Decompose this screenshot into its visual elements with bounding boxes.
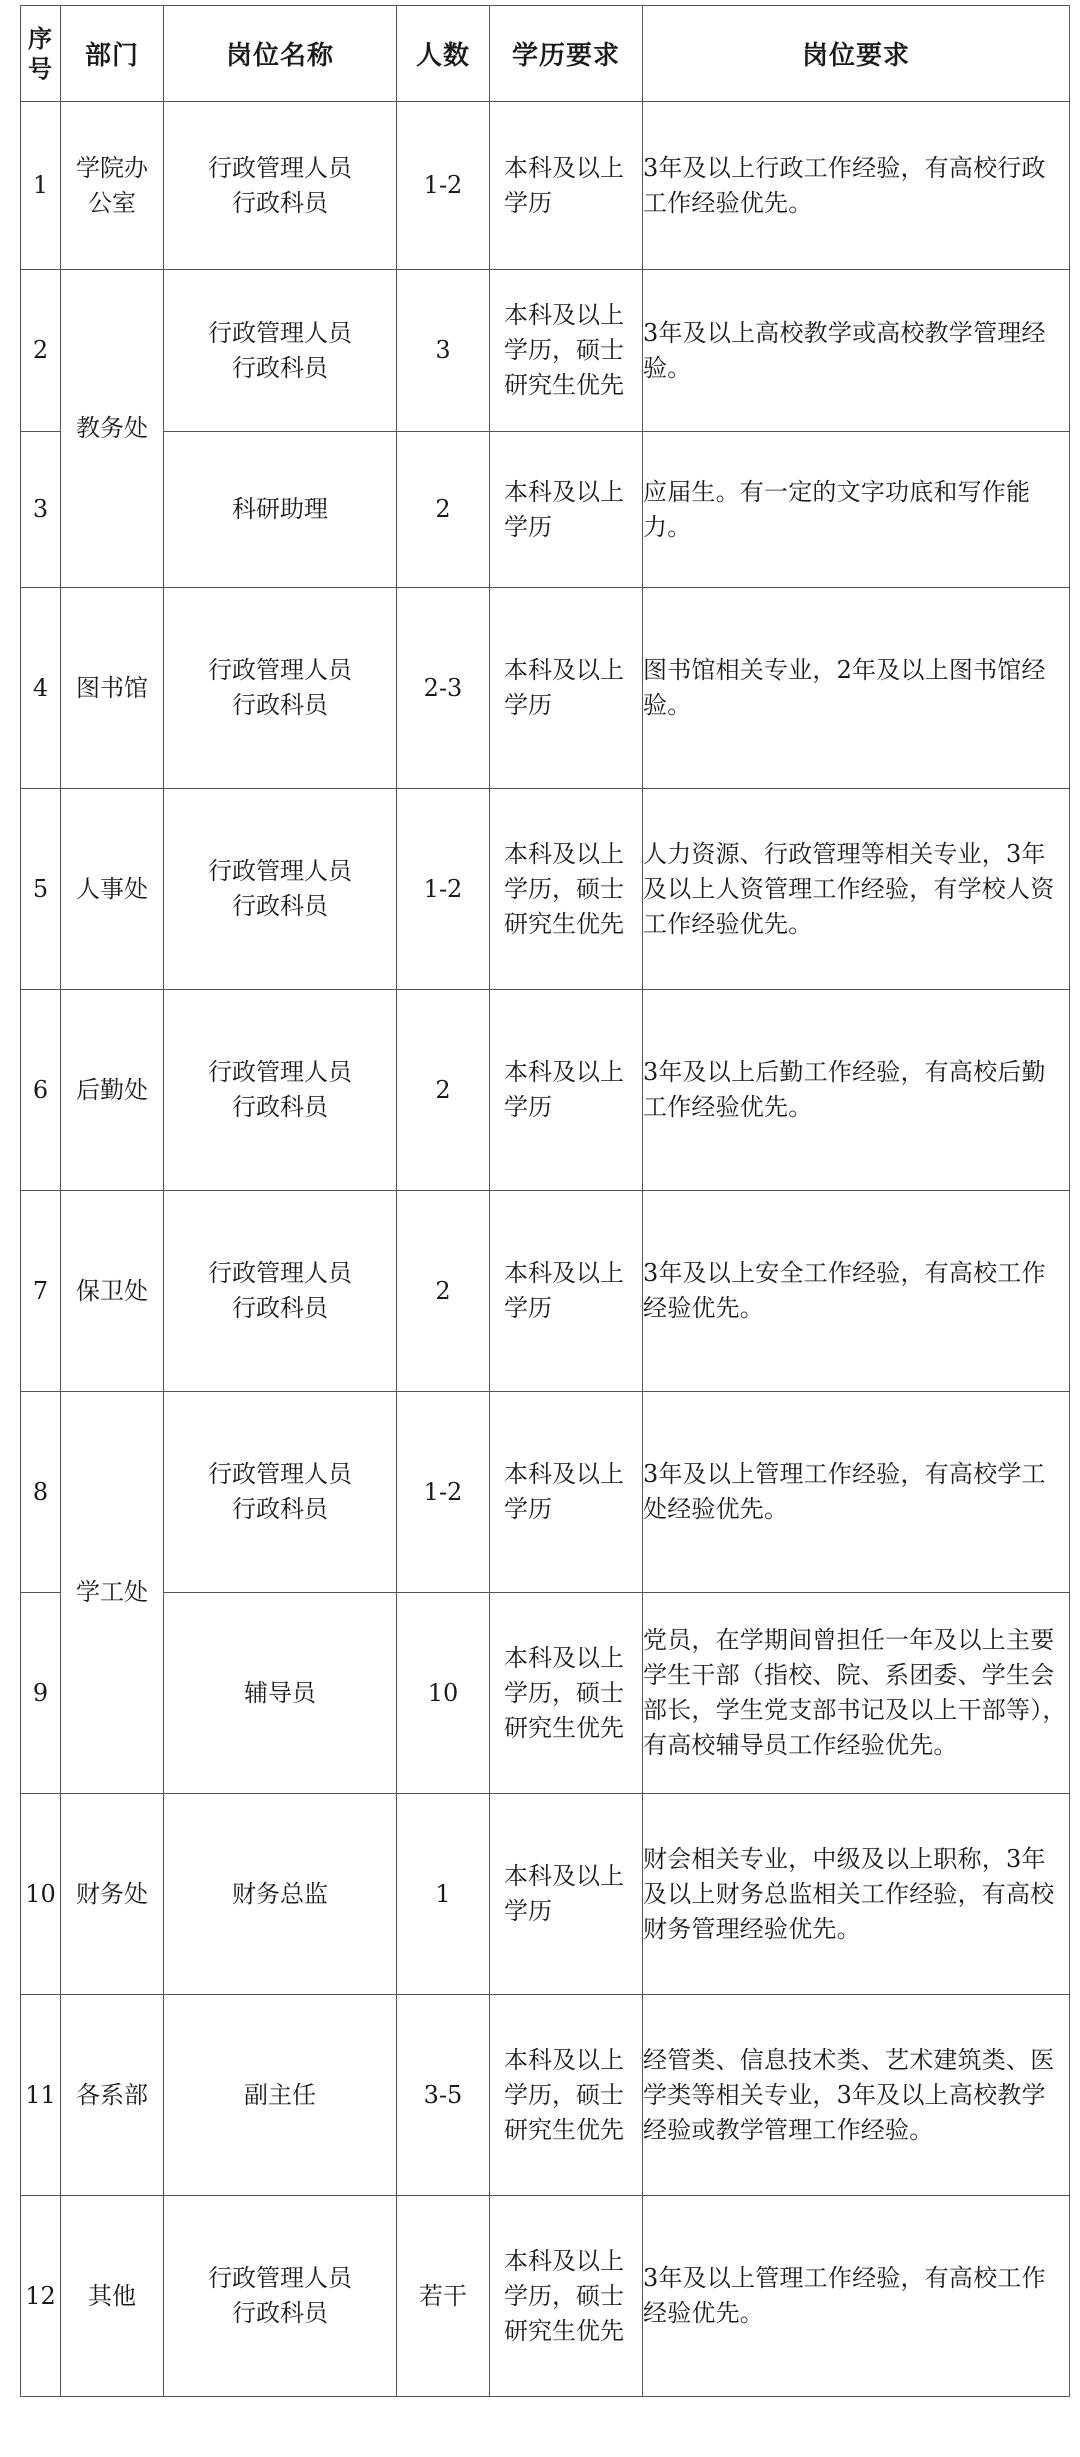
row-number: 9 <box>21 1593 61 1794</box>
position-title-line: 行政管理人员 <box>208 857 352 885</box>
row-number: 8 <box>21 1392 61 1593</box>
headcount-cell: 1 <box>397 1794 490 1995</box>
row-number: 11 <box>21 1995 61 2196</box>
row-number: 1 <box>21 102 61 270</box>
position-title-line: 行政科员 <box>232 353 328 382</box>
education-text: 本科及以上学历，硕士研究生优先 <box>504 2045 624 2144</box>
table-row <box>21 2196 1070 2397</box>
position-title-cell <box>164 1995 397 2196</box>
education-text: 本科及以上学历 <box>504 1058 624 1121</box>
headcount-cell: 3 <box>397 270 490 432</box>
position-title-line: 行政科员 <box>232 1495 328 1523</box>
position-title-line: 行政科员 <box>232 1093 328 1121</box>
table-row <box>21 432 1070 588</box>
education-text: 本科及以上学历，硕士研究生优先 <box>504 839 624 938</box>
requirement-cell: 图书馆相关专业，2年及以上图书馆经验。 <box>643 588 1070 789</box>
table-row <box>21 270 1070 432</box>
position-title-line: 财务总监 <box>232 1879 328 1908</box>
department-cell <box>61 990 164 1191</box>
education-cell <box>490 1794 643 1995</box>
department-cell <box>61 1995 164 2196</box>
department-name: 其他 <box>88 2281 136 2310</box>
education-text: 本科及以上学历 <box>504 1862 624 1925</box>
job-table <box>20 5 1070 2397</box>
department-cell <box>61 2196 164 2397</box>
department-cell <box>61 789 164 990</box>
education-cell <box>490 102 643 270</box>
headcount-cell: 2-3 <box>397 588 490 789</box>
headcount-cell: 1-2 <box>397 789 490 990</box>
table-row <box>21 789 1070 990</box>
education-text: 本科及以上学历 <box>504 153 624 217</box>
education-cell <box>490 270 643 432</box>
position-title-line: 行政管理人员 <box>208 2264 352 2292</box>
position-title-cell <box>164 270 397 432</box>
education-cell <box>490 990 643 1191</box>
requirement-cell: 财会相关专业，中级及以上职称，3年及以上财务总监相关工作经验，有高校财务管理经验优先。 <box>643 1794 1070 1995</box>
headcount-cell: 2 <box>397 990 490 1191</box>
col-header-title: 岗位名称 <box>164 6 397 102</box>
education-text: 本科及以上学历，硕士研究生优先 <box>504 2246 624 2345</box>
requirement-cell: 党员，在学期间曾担任一年及以上主要学生干部（指校、院、系团委、学生会部长，学生党支部书记及以上干部等），有高校辅导员工作经验优先。 <box>643 1593 1070 1794</box>
headcount-cell: 1-2 <box>397 1392 490 1593</box>
requirement-cell: 3年及以上安全工作经验，有高校工作经验优先。 <box>643 1191 1070 1392</box>
education-cell <box>490 2196 643 2397</box>
position-title-line: 行政管理人员 <box>208 1058 352 1086</box>
headcount-cell: 3-5 <box>397 1995 490 2196</box>
table-row <box>21 1593 1070 1794</box>
position-title-cell <box>164 990 397 1191</box>
department-name: 各系部 <box>76 2080 148 2109</box>
requirement-cell: 人力资源、行政管理等相关专业，3年及以上人资管理工作经验，有学校人资工作经验优先。 <box>643 789 1070 990</box>
education-text: 本科及以上学历，硕士研究生优先 <box>504 1643 624 1742</box>
department-name: 财务处 <box>76 1879 148 1908</box>
position-title-cell <box>164 1191 397 1392</box>
position-title-line: 科研助理 <box>232 495 328 523</box>
department-cell <box>61 1392 164 1794</box>
position-title-line: 行政管理人员 <box>208 318 352 347</box>
position-title-line: 行政科员 <box>232 691 328 719</box>
education-cell <box>490 1593 643 1794</box>
position-title-line: 行政科员 <box>232 892 328 920</box>
position-title-line: 行政管理人员 <box>208 1460 352 1488</box>
requirement-cell: 3年及以上管理工作经验，有高校学工处经验优先。 <box>643 1392 1070 1593</box>
education-text: 本科及以上学历 <box>504 1460 624 1523</box>
department-name: 教务处 <box>76 414 148 442</box>
requirement-cell: 应届生。有一定的文字功底和写作能力。 <box>643 432 1070 588</box>
position-title-cell <box>164 1794 397 1995</box>
education-text: 本科及以上学历 <box>504 1259 624 1322</box>
requirement-cell: 经管类、信息技术类、艺术建筑类、医学类等相关专业，3年及以上高校教学经验或教学管理工作经验。 <box>643 1995 1070 2196</box>
education-text: 本科及以上学历 <box>504 656 624 719</box>
position-title-line: 行政管理人员 <box>208 1259 352 1287</box>
row-number: 7 <box>21 1191 61 1392</box>
position-title-cell <box>164 1392 397 1593</box>
education-text: 本科及以上学历，硕士研究生优先 <box>504 301 624 399</box>
department-name: 人事处 <box>76 874 148 903</box>
row-number: 2 <box>21 270 61 432</box>
headcount-cell: 10 <box>397 1593 490 1794</box>
education-cell <box>490 432 643 588</box>
department-name: 保卫处 <box>76 1276 148 1305</box>
headcount-cell: 2 <box>397 432 490 588</box>
position-title-line: 行政科员 <box>232 2299 328 2327</box>
position-title-cell <box>164 2196 397 2397</box>
requirement-cell: 3年及以上管理工作经验，有高校工作经验优先。 <box>643 2196 1070 2397</box>
department-cell <box>61 102 164 270</box>
table-row <box>21 1191 1070 1392</box>
department-cell <box>61 588 164 789</box>
col-header-no <box>21 6 61 102</box>
headcount-cell: 1-2 <box>397 102 490 270</box>
col-header-count: 人数 <box>397 6 490 102</box>
col-header-dept: 部门 <box>61 6 164 102</box>
department-cell <box>61 1191 164 1392</box>
position-title-cell <box>164 1593 397 1794</box>
position-title-cell <box>164 102 397 270</box>
education-cell <box>490 1995 643 2196</box>
department-name: 学工处 <box>76 1578 148 1606</box>
department-cell <box>61 1794 164 1995</box>
position-title-cell <box>164 789 397 990</box>
position-title-line: 行政管理人员 <box>208 656 352 684</box>
table-row <box>21 1794 1070 1995</box>
position-title-cell <box>164 588 397 789</box>
col-header-edu: 学历要求 <box>490 6 643 102</box>
position-title-line: 副主任 <box>244 2080 316 2109</box>
position-title-cell <box>164 432 397 588</box>
position-title-line: 行政科员 <box>232 188 328 217</box>
row-number: 6 <box>21 990 61 1191</box>
headcount-cell: 若干 <box>397 2196 490 2397</box>
row-number: 4 <box>21 588 61 789</box>
requirement-cell: 3年及以上后勤工作经验，有高校后勤工作经验优先。 <box>643 990 1070 1191</box>
position-title-line: 辅导员 <box>244 1678 316 1707</box>
department-cell <box>61 270 164 588</box>
table-row <box>21 588 1070 789</box>
position-title-line: 行政管理人员 <box>208 153 352 182</box>
education-cell <box>490 1191 643 1392</box>
table-row <box>21 102 1070 270</box>
row-number: 3 <box>21 432 61 588</box>
education-cell <box>490 1392 643 1593</box>
table-row <box>21 990 1070 1191</box>
col-header-no-text: 序号 <box>28 23 53 83</box>
col-header-req: 岗位要求 <box>643 6 1070 102</box>
education-cell <box>490 588 643 789</box>
education-text: 本科及以上学历 <box>504 477 624 541</box>
department-name: 图书馆 <box>76 673 148 702</box>
requirement-cell: 3年及以上行政工作经验，有高校行政工作经验优先。 <box>643 102 1070 270</box>
table-row <box>21 1995 1070 2196</box>
position-title-line: 行政科员 <box>232 1294 328 1322</box>
education-cell <box>490 789 643 990</box>
row-number: 10 <box>21 1794 61 1995</box>
headcount-cell: 2 <box>397 1191 490 1392</box>
row-number: 5 <box>21 789 61 990</box>
table-row <box>21 1392 1070 1593</box>
department-name: 学院办公室 <box>76 153 148 217</box>
row-number: 12 <box>21 2196 61 2397</box>
department-name: 后勤处 <box>76 1075 148 1104</box>
header-row <box>21 6 1070 102</box>
requirement-cell: 3年及以上高校教学或高校教学管理经验。 <box>643 270 1070 432</box>
